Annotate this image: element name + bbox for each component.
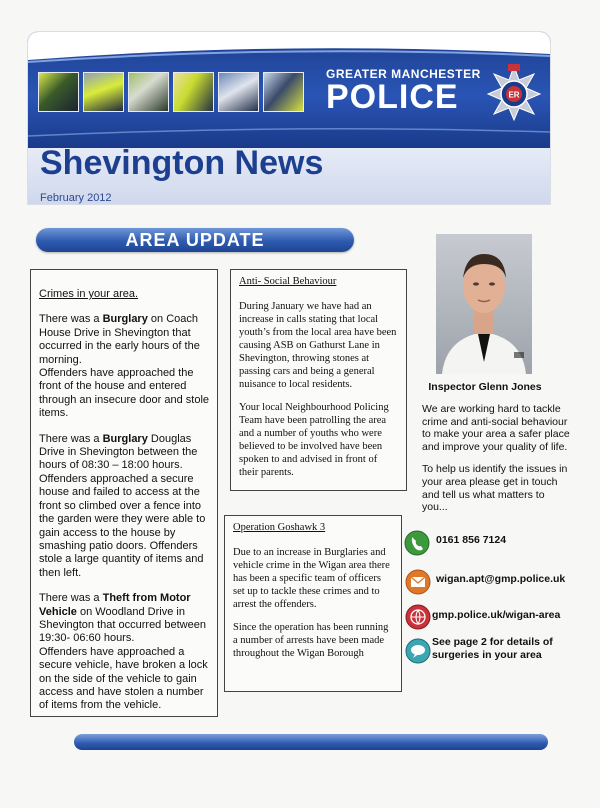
newsletter-date: February 2012 — [40, 192, 112, 204]
inspector-photo — [436, 234, 532, 374]
crime-text: There was a — [39, 432, 103, 445]
crime-type: Burglary — [102, 313, 148, 326]
crime-text: There was a — [39, 313, 103, 326]
crime-text: There was a — [39, 592, 103, 605]
crime-detail: Offenders have approached the front of the house and entered through an insecure door and stole items. — [39, 367, 210, 420]
newsletter-title: Shevington News — [40, 144, 324, 182]
strip-photo — [128, 72, 169, 112]
asb-heading: Anti- Social Behaviour — [239, 276, 337, 287]
contact-email[interactable]: wigan.apt@gmp.police.uk — [436, 573, 566, 585]
crime-item-3 — [39, 592, 209, 713]
goshawk-heading: Operation Goshawk 3 — [233, 522, 326, 533]
contact-phone[interactable]: 0161 856 7124 — [436, 534, 507, 546]
org-name-small: GREATER MANCHESTER — [326, 67, 481, 81]
contact-website[interactable]: gmp.police.uk/wigan-area — [432, 609, 561, 621]
crime-text: on Coach House Drive in Shevington that occurred in the early hours of the morning. — [39, 313, 200, 366]
goshawk-paragraph: Since the operation has been running a number of arrests have been made throughout the Wigan Borough — [233, 622, 389, 659]
strip-photo — [263, 72, 304, 112]
strip-photo — [38, 72, 79, 112]
inspector-paragraph: We are working hard to tackle crime and anti-social behaviour to make your area a safer place and improve your quality of life. — [422, 403, 570, 453]
crime-detail: Offenders have approached a secure vehicle, have broken a lock on the side of the vehicle to gain access and have stolen a number of items from the vehicle. — [39, 645, 208, 712]
operation-goshawk-section — [224, 515, 402, 692]
area-update-label: AREA UPDATE — [125, 230, 265, 250]
crimes-section — [30, 269, 218, 717]
crime-type: Burglary — [102, 432, 148, 445]
contact-surgeries: See page 2 for details of surgeries in your area — [432, 636, 553, 661]
inspector-name: Inspector Glenn Jones — [428, 381, 542, 393]
police-crest-icon — [486, 62, 542, 122]
area-update-banner — [36, 228, 354, 252]
strip-photo — [173, 72, 214, 112]
org-name-police: POLICE — [326, 78, 459, 116]
asb-paragraph: Your local Neighbourhood Policing Team have been patrolling the area and a number of youths who were believed to be involved have been spoken to and advised in front of their parents. — [239, 402, 389, 478]
surgery-speech-icon — [405, 638, 431, 664]
crime-item-2 — [39, 433, 209, 580]
anti-social-behaviour-section — [230, 269, 407, 491]
email-icon — [405, 569, 431, 595]
footer-bar — [74, 734, 548, 750]
officer-photo-strip — [38, 72, 304, 112]
strip-photo — [83, 72, 124, 112]
crime-text: on Woodland Drive in Shevington that occurred between 19:30- 06:60 hours. — [39, 605, 206, 645]
strip-photo — [218, 72, 259, 112]
asb-paragraph: During January we have had an increase in calls stating that local youth’s from the local area have been causing ASB on Gathurst Lane in Shevington, throwing stones at passing cars and being a general nuisance to local residents. — [239, 301, 397, 390]
crime-text: Douglas Drive in Shevington between the hours of 08:30 – 18:00 hours. Offenders approached a secure house and failed to access at the front so climbed over a fence into the garden were they were able to gain access to the house by smashing patio doors. Offenders stole a large quantity of items and then left. — [39, 432, 206, 579]
phone-icon — [404, 530, 430, 556]
goshawk-paragraph: Due to an increase in Burglaries and vehicle crime in the Wigan area there has been a specific team of officers set up to tackle these crimes and to arrest the offenders. — [233, 547, 390, 610]
inspector-message — [422, 403, 572, 524]
inspector-paragraph: To help us identify the issues in your area please get in touch and tell us what matters to you... — [422, 463, 568, 514]
web-icon — [405, 604, 431, 630]
crime-item-1 — [39, 313, 209, 420]
crime-type: Theft from Motor Vehicle — [39, 592, 191, 618]
crimes-heading: Crimes in your area. — [39, 288, 139, 300]
crest-letters: ER — [508, 90, 520, 100]
newsletter-header — [28, 32, 550, 204]
